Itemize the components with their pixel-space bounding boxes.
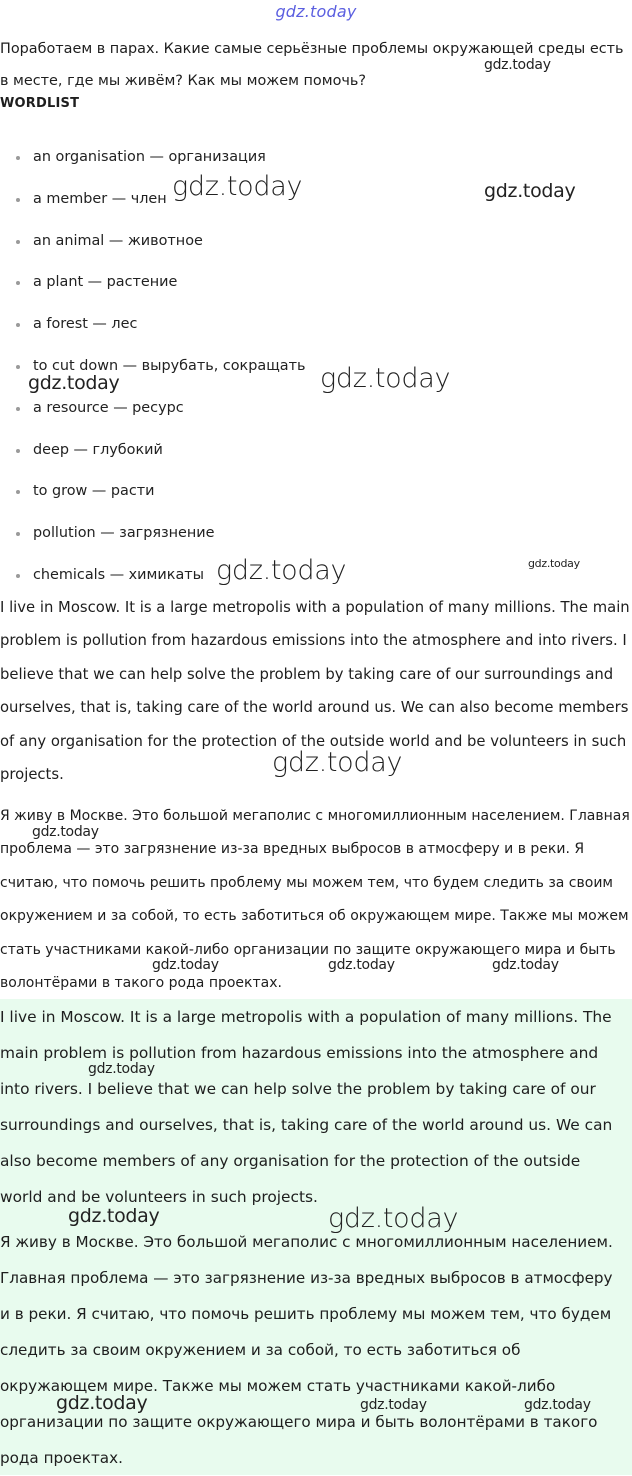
- wordlist-entry: an animal — животное: [33, 232, 203, 249]
- wordlist-entry: deep — глубокий: [33, 441, 163, 458]
- watermark: gdz.today: [28, 372, 120, 394]
- watermark: gdz.today: [524, 1397, 591, 1413]
- watermark: gdz.today: [152, 957, 219, 973]
- bullet-icon: [16, 156, 20, 160]
- watermark: gdz.today: [484, 57, 551, 73]
- answer-english: I live in Moscow. It is a large metropolis with a population of many millions. The main problem is pollution from hazardous emissions into the atmosphere and into rivers. I believe that we can help solve the problem by taking care of our surroundings and ourselves, that is, taking care of the world around us. We can also become members of any organisation for the protection of the outside world and be volunteers in such projects.: [0, 599, 630, 784]
- list-item: [0, 471, 632, 513]
- watermark: gdz.today: [216, 555, 347, 586]
- list-item: [0, 221, 632, 263]
- watermark: gdz.today: [492, 957, 559, 973]
- list-item: [0, 262, 632, 304]
- highlighted-answer-russian: Я живу в Москве. Это большой мегаполис с многомиллионным населением. Главная проблема — это загрязнение из-за вредных выбросов в атмосферу и в реки. Я считаю, что помочь решить проблему мы можем тем, что будем следить за своим окружением и за собой, то есть заботиться об окружающем мире. Также мы можем стать участниками какой-либо организации по защите окружающего мира и быть волонтёрами в такого рода проектах.: [0, 1233, 613, 1467]
- bullet-icon: [16, 281, 20, 285]
- wordlist-heading: WORDLIST: [0, 96, 80, 111]
- wordlist-entry: a resource — ресурс: [33, 399, 184, 416]
- bullet-icon: [16, 574, 20, 578]
- wordlist-entry: pollution — загрязнение: [33, 525, 215, 542]
- bullet-icon: [16, 323, 20, 327]
- bullet-icon: [16, 198, 20, 202]
- wordlist-entry: to cut down — вырубать, сокращать: [33, 357, 306, 374]
- bullet-icon: [16, 490, 20, 494]
- bullet-icon: [16, 407, 20, 411]
- watermark: gdz.today: [484, 180, 576, 202]
- wordlist-entry: a forest — лес: [33, 316, 138, 333]
- list-item: [0, 137, 632, 179]
- bullet-icon: [16, 365, 20, 369]
- task-text: Поработаем в парах. Какие самые серьёзные проблемы окружающей среды есть в месте, где мы живём? Как мы можем помочь?: [0, 41, 624, 89]
- wordlist-entry: chemicals — химикаты: [33, 566, 205, 583]
- wordlist: [0, 137, 632, 597]
- bullet-icon: [16, 240, 20, 244]
- bullet-icon: [16, 532, 20, 536]
- list-item: [0, 304, 632, 346]
- watermark: gdz.today: [68, 1205, 160, 1227]
- wordlist-entry: a member — член: [33, 190, 167, 207]
- watermark: gdz.today: [360, 1397, 427, 1413]
- watermark: gdz.today: [528, 557, 580, 570]
- list-item: [0, 388, 632, 430]
- highlighted-answer-english: I live in Moscow. It is a large metropolis with a population of many millions. The main problem is pollution from hazardous emissions into the atmosphere and into rivers. I believe that we can help solve the problem by taking care of our surroundings and ourselves, that is, taking care of the world around us. We can also become members of any organisation for the protection of the outside world and be volunteers in such projects.: [0, 1008, 613, 1206]
- bullet-icon: [16, 449, 20, 453]
- watermark: gdz.today: [320, 363, 451, 394]
- watermark: gdz.today: [328, 1203, 459, 1234]
- list-item: [0, 513, 632, 555]
- watermark: gdz.today: [88, 1061, 155, 1077]
- watermark: gdz.today: [328, 957, 395, 973]
- answer-russian: Я живу в Москве. Это большой мегаполис с многомиллионным населением. Главная проблема — это загрязнение из-за вредных выбросов в атмосферу и в реки. Я считаю, что помочь решить проблему мы можем тем, что будем следить за своим окружением и за собой, то есть заботиться об окружающем мире. Также мы можем стать участниками какой-либо организации по защите окружающего мира и быть волонтёрами в такого рода проектах.: [0, 808, 630, 992]
- wordlist-entry: an organisation — организация: [33, 149, 266, 165]
- list-item: [0, 430, 632, 472]
- watermark: gdz.today: [172, 171, 303, 202]
- watermark: gdz.today: [32, 824, 99, 840]
- site-logo[interactable]: gdz.today: [275, 2, 357, 21]
- watermark: gdz.today: [56, 1392, 148, 1414]
- wordlist-entry: to grow — расти: [33, 483, 155, 500]
- wordlist-entry: a plant — растение: [33, 274, 178, 291]
- watermark: gdz.today: [272, 747, 403, 778]
